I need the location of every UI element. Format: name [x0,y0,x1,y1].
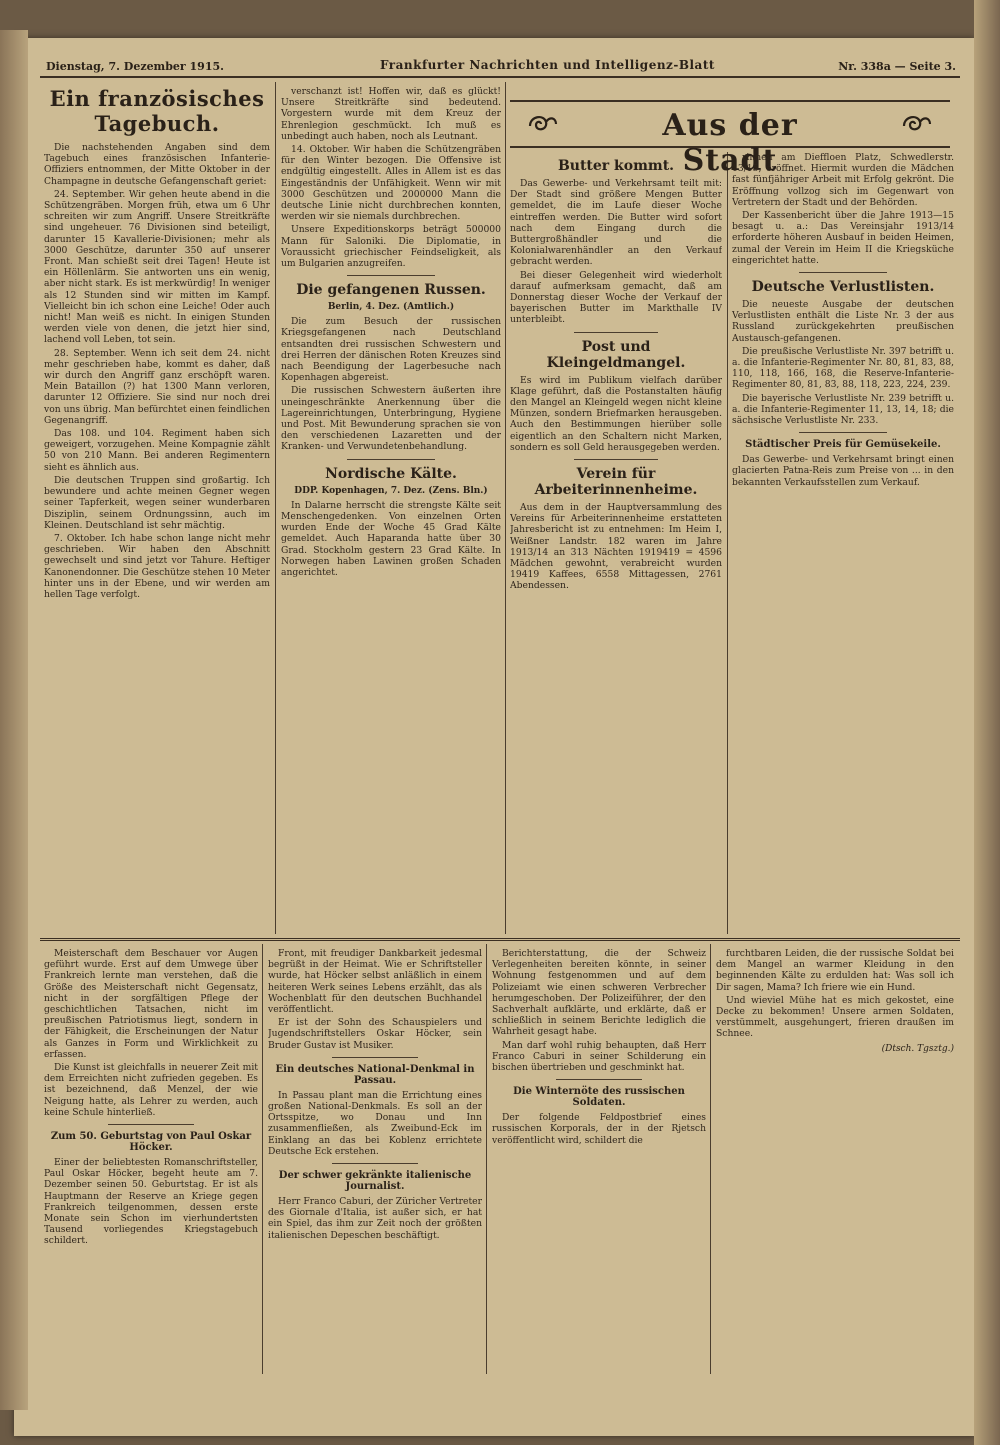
dateline: DDP. Kopenhagen, 7. Dez. (Zens. Bln.) [294,485,488,496]
section-title: Aus der Stadt [662,108,798,178]
headline-journalist: Der schwer gekränkte italienische Journalist. [278,1170,472,1193]
paragraph: Es wird im Publikum vielfach darüber Klage geführt, daß die Postanstalten häufig den Mangel an Kleingeld wegen nicht kleine Münzen, sondern Briefmarken herausgeben. Auch den Bestimmungen hierüber solle eigentlich an den Schaltern nicht Marken, sondern es soll Geld herausgegeben werden. [510,374,722,453]
masthead [40,52,960,78]
article-tagebuch [44,86,270,932]
paragraph: Front, mit freudiger Dankbarkeit jedesmal begrüßt in der Heimat. Wie er Schriftsteller wurde, hat Höcker selbst anläßlich in einem heiteren Werk seines Lebens erzählt, das als Wochenblatt für den deutschen Buchhandel veröffentlicht. [268,948,482,1016]
paragraph: furchtbaren Leiden, die der russische Soldat bei dem Mangel an warmer Kleidung in den beginnenden Kälte zu erdulden hat: Was soll ich Dir sagen, Mama? Ich friere wie ein Hund. [716,948,954,993]
lower-column-3 [492,948,706,1373]
headline-butter: Butter kommt. [557,158,675,174]
paragraph: Die Kunst ist gleichfalls in neuerer Zeit mit dem Erreichten nicht zufrieden gegeben. Es ist bezeichnend, daß Menzel, der wie Neigung hatte, als Lehrer zu werden, auch keine Schule hinterließ. [44,1062,258,1118]
scroll-ornament-icon [900,110,934,140]
paragraph: Das Gewerbe- und Verkehrsamt teilt mit: Der Stadt sind größere Mengen Butter gemeldet, die im Laufe dieser Woche eintreffen werden. Die Butter wird sofort nach dem Eingang durch die Buttergroßhändler und die Kolonialwarenhändler an den Verkauf gebracht werden. [510,178,722,268]
paragraph: Die bayerische Verlustliste Nr. 239 betrifft u. a. die Infanterie-Regimenter 11, 13, 14, 18; die sächsische Verlustliste Nr. 233. [732,392,954,427]
paragraph: 14. Oktober. Wir haben die Schützengräben für den Winter bezogen. Die Offensive ist endgültig eingestellt. Alles in Allem ist es das Eingeständnis der Unfähigkeit. Wenn wir mit 3000 Geschützen und 2000000 Mann die deutsche Linie nicht durchbrechen konnten, werden wir sie niemals durchbrechen. [281,144,501,223]
lower-column-2 [268,948,482,1373]
column-rule [486,944,487,1374]
paragraph: Das Gewerbe- und Verkehrsamt bringt einen glacierten Patna-Reis zum Preise von ... in den bekannten Verkaufsstellen zum Verkauf. [732,454,954,488]
column-4 [732,152,954,932]
headline-verein: Verein für Arbeiterinnenheime. [534,466,698,499]
paragraph: Die zum Besuch der russischen Kriegsgefangenen nach Deutschland entsandten drei russischen Schwestern und drei Herren der dänischen Roten Kreuzes sind nach Beendigung der Lagerbesuche nach Kopenhagen abgereist. [281,316,501,384]
paragraph: In Dalarne herrscht die strengste Kälte seit Menschengedenken. Von einzelnen Orten wurden Ende der Woche 45 Grad Kälte gemeldet. Auch Haparanda hatte über 30 Grad. Stockholm gestern 23 Grad Kälte. In Norwegen haben Lawinen großen Schaden angerichtet. [281,499,501,578]
masthead-paper: Frankfurter Nachrichten und Intelligenz-Blatt [380,58,715,72]
source-attribution: (Dtsch. Tgsztg.) [881,1043,954,1054]
article-separator [574,459,659,460]
lower-column-1 [44,948,258,1373]
paragraph: Unsere Expeditionskorps beträgt 500000 Mann für Saloniki. Die Diplomatie, in Voraussicht griechischer Feindseligkeit, als um Bulgarien anzugreifen. [281,224,501,270]
column-rule [262,944,263,1374]
headline-verlustlisten: Deutsche Verlustlisten. [751,279,935,296]
paragraph: 24. September. Wir gehen heute abend in die Schützengräben. Morgen früh, etwa um 6 Uhr schreiten wir zum Angriff. Unsere Streitkräfte sind ungeheuer. 76 Divisionen sind beteiligt, darunter 15 Kavallerie-Divisionen; mehr als 3000 Geschütze, darunter 350 auf unserer Front. Man schießt seit drei Tagen! Heute ist ein Höllenlärm. Sie antworten uns ein wenig, aber nicht stark. Es ist merkwürdig! In weniger als 12 Stunden sind wir mitten im Kampf. Vielleicht bin ich schon eine Leiche! Oder auch nicht! Man weiß es nicht. In einigen Stunden werden viele von denen, die jetzt hier sind, lachend voll Leben, tot sein. [44,188,270,346]
article-separator [332,1163,418,1164]
column-rule [710,944,711,1374]
article-separator [332,1057,418,1058]
paragraph: Die russischen Schwestern äußerten ihre uneingeschränkte Anerkennung über die Lagereinrichtungen, Unterbringung, Hygiene und Post. Mit Bewunderung sprachen sie von den verschiedenen Lazaretten und der Kranken- und Verwundetenbehandlung. [281,385,501,453]
paragraph: 28. September. Wenn ich seit dem 24. nicht mehr geschrieben habe, kommt es daher, daß wir durch den Angriff ganz erschöpft waren. Mein Bataillon (?) hat 1300 Mann verloren, darunter 12 Offiziere. Sie sind nur noch drei von uns übrig. Man befürchtet einen feindlichen Gegenangriff. [44,347,270,426]
article-separator [799,432,888,433]
dateline: Berlin, 4. Dez. (Amtlich.) [327,302,455,313]
paragraph: Bei dieser Gelegenheit wird wiederholt darauf aufmerksam gemacht, daß am Donnerstag dieser Woche der Verkauf der bayerischen Butter im Markthalle IV unterbleibt. [510,269,722,326]
page-spine-shadow [0,30,28,1410]
column-rule [505,82,506,934]
paragraph: In Passau plant man die Errichtung eines großen National-Denkmals. Es soll an der Ortsspitze, wo Donau und Inn zusammenfließen, als Zweibund-Eck im Einklang an das bei Koblenz errichtete Deutsche Eck erstehen. [268,1089,482,1157]
paragraph: Die nachstehenden Angaben sind dem Tagebuch eines französischen Infanterie-Offiziers entnommen, der Mitte Oktober in der Champagne in deutsche Gefangenschaft geriet: [44,142,270,187]
section-divider [40,938,960,941]
article-separator [347,459,435,460]
headline-russen: Die gefangenen Russen. [296,282,486,299]
masthead-date: Dienstag, 7. Dezember 1915. [46,60,224,73]
paragraph: rinnen am Dieffloen Platz, Schwedlerstr. 13/15, eröffnet. Hiermit wurden die Mädchen fast fünfjähriger Arbeit mit Erfolg gekrönt. Die Eröffnung vollzog sich im Gegenwart von Vertretern der Stadt und der Behörden. [732,152,954,208]
scroll-ornament-icon [526,110,560,140]
column-3 [510,152,722,932]
paragraph: Das 108. und 104. Regiment haben sich geweigert, vorzugehen. Meine Kompagnie zählt 50 von 210 Mann. Bei anderen Regimentern sieht es ähnlich aus. [44,428,270,473]
paragraph: Herr Franco Caburi, der Züricher Vertreter des Giornale d'Italia, ist außer sich, er hat ein Spiel, das ihm zur Zeit noch der größten italienischen Depeschen beschäftigt. [268,1196,482,1241]
paragraph: Der Kassenbericht über die Jahre 1913—15 besagt u. a.: Das Vereinsjahr 1913/14 erforderte höheren Ausbauf in beiden Heimen, zumal der Verein im Heim II die Kriegsküche eingerichtet hatte. [732,210,954,266]
headline-tagebuch: Ein französisches Tagebuch. [49,86,265,136]
headline-hoecker: Zum 50. Geburtstag von Paul Oskar Höcker. [50,1131,252,1154]
column-2 [281,86,501,932]
paragraph: Man darf wohl ruhig behaupten, daß Herr Franco Caburi in seiner Schilderung ein bischen übertrieben und geschminkt hat. [492,1039,706,1074]
headline-winternoete: Die Winternöte des russischen Soldaten. [513,1086,685,1109]
paragraph: Aus dem in der Hauptversammlung des Vereins für Arbeiterinnenheime erstatteten Jahresbericht ist zu entnehmen: Im Heim I, Weißner Landstr. 182 waren im Jahre 1913/14 an 313 Nächten 1919419 = 4596 Mädchen gewohnt, verabreicht wurden 19419 Kaffees, 6558 Mittagessen, 2761 Abendessen. [510,502,722,592]
paragraph: Er ist der Sohn des Schauspielers und Jugendschriftstellers Oskar Höcker, sein Bruder Gustav ist Musiker. [268,1017,482,1051]
paragraph: Die preußische Verlustliste Nr. 397 betrifft u. a. die Infanterie-Regimenter Nr. 80, 81, 83, 88, 110, 118, 166, 168, die Reserve-Infanterie-Regimenter 80, 81, 83, 88, 118, 223, 224, 239. [732,345,954,391]
masthead-issue: Nr. 338a — Seite 3. [838,60,956,73]
article-separator [556,1079,642,1080]
headline-preis: Städtischer Preis für Gemüsekeile. [745,439,941,451]
article-separator [799,272,888,273]
paragraph: Der folgende Feldpostbrief eines russischen Korporals, der in der Rjetsch veröffentlicht wird, schildert die [492,1112,706,1146]
article-separator [108,1124,194,1125]
lower-column-4 [716,948,954,1373]
paragraph: 7. Oktober. Ich habe schon lange nicht mehr geschrieben. Wir haben den Abschnitt gewechselt und sind jetzt vor Tahure. Heftiger Kanonendonner. Die Geschütze stehen 10 Meter hinter uns in der Ebene, und wir werden am hellen Tage verfolgt. [44,532,270,600]
headline-denkmal: Ein deutsches National-Denkmal in Passau. [275,1063,475,1086]
headline-post: Post und Kleingeldmangel. [546,338,686,371]
paragraph: Berichterstattung, die der Schweiz Verlegenheiten bereiten könnte, in seiner Wohnung festgenommen und auf dem Polizeiamt wie einen schweren Verbrecher herumgeschoben. Der Polizeiführer, der den Sachverhalt aufklärte, und erklärte, daß er schließlich in seinem Berichte lediglich die Wahrheit gesagt habe. [492,948,706,1038]
paragraph: Die deutschen Truppen sind großartig. Ich bewundere und achte meinen Gegner wegen seiner Tapferkeit, wegen seiner wunderbaren Disziplin, seinem Ordnungssinn, auch im Kleinen. Deutschland ist sehr mächtig. [44,474,270,531]
paragraph: Meisterschaft dem Beschauer vor Augen geführt wurde. Erst auf dem Umwege über Frankreich lernte man verstehen, daß die Größe des Meisterschaft nicht Gegensatz, nicht in der sorgfältigen Pflege der geschichtlichen Tatsachen, nicht im preußischen Patriotismus liegt, sondern in der Fähigkeit, die Erscheinungen der Natur als Ganzes in Form und Wirklichkeit zu erfassen. [44,948,258,1060]
column-rule [727,152,728,934]
paragraph: Einer der beliebtesten Romanschriftsteller, Paul Oskar Höcker, begeht heute am 7. Dezember seinen 50. Geburtstag. Er ist als Hauptmann der Reserve an Kriege gegen Frankreich teilgenommen, dessen erste Monate sein Schon im vierhundertsten Tausend vorliegendes Kriegstagebuch schildert. [44,1157,258,1247]
paragraph: verschanzt ist! Hoffen wir, daß es glückt! Unsere Streitkräfte sind bedeutend. Vorgestern wurde mit dem Kreuz der Ehrenlegion geschmückt. Ich muß es unbedingt auch haben, noch als Leutnant. [281,86,501,142]
paragraph: Die neueste Ausgabe der deutschen Verlustlisten enthält die Liste Nr. 3 der aus Russland zurückgekehrten preußischen Austausch-gefangenen. [732,299,954,344]
page-edge-right [974,0,1000,1445]
paragraph: Und wieviel Mühe hat es mich gekostet, eine Decke zu bekommen! Unsere armen Soldaten, verstümmelt, ausgehungert, frieren draußen im Schnee. [716,994,954,1040]
article-separator [347,275,435,276]
column-rule [275,82,276,934]
headline-kaelte: Nordische Kälte. [325,465,457,482]
article-separator [574,332,659,333]
